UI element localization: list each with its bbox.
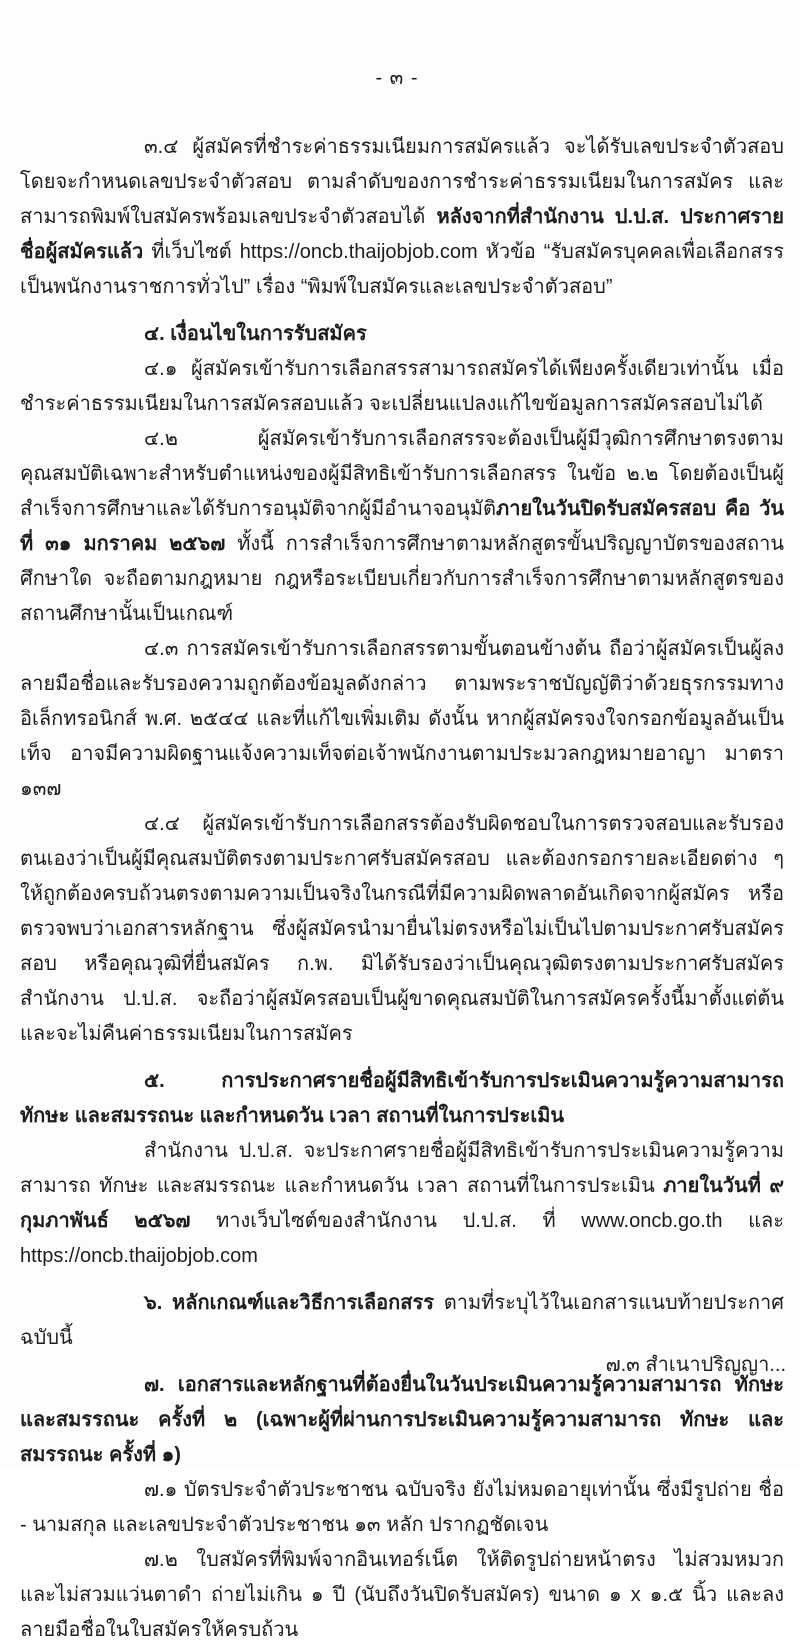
paragraph-3-4-text: ๓.๔ ผู้สมัครที่ชำระค่าธรรมเนียมการสมัครแล้ว จะได้รับเลขประจำตัวสอบ โดยจะกำหนดเลขประจำตัวสอบ ตามลำดับของการชำระค่าธรรมเนียมในการสมัคร และสามารถพิมพ์ใบสมัครพร้อมเลขประจำตัวสอบได้: [20, 136, 784, 228]
paragraph-4-2: [20, 422, 784, 632]
section-5-heading: ๕. การประกาศรายชื่อผู้มีสิทธิเข้ารับการประเมินความรู้ความสามารถ ทักษะ และสมรรถนะ และกำหนดวัน เวลา สถานที่ในการประเมิน: [20, 1070, 784, 1127]
paragraph-7-1: ๗.๑ บัตรประจำตัวประชาชน ฉบับจริง ยังไม่หมดอายุเท่านั้น ซึ่งมีรูปถ่าย ชื่อ - นามสกุล และเลขประจำตัวประชาชน ๑๓ หลัก ปรากฏชัดเจน: [20, 1479, 784, 1536]
section-6-heading: [20, 1286, 784, 1356]
paragraph-5-1-text-tail: ทางเว็บไซต์ของสำนักงาน ป.ป.ส. ที่ www.oncb.go.th และ https://oncb.thaijobjob.com: [20, 1210, 784, 1267]
paragraph-4-1: ๔.๑ ผู้สมัครเข้ารับการเลือกสรรสามารถสมัครได้เพียงครั้งเดียวเท่านั้น เมื่อชำระค่าธรรมเนียมในการสมัครสอบแล้ว จะเปลี่ยนแปลงแก้ไขข้อมูลการสมัครสอบไม่ได้: [20, 358, 784, 415]
section-6-heading-rest: ตามที่ระบุไว้ในเอกสารแนบท้ายประกาศฉบับนี้: [20, 1292, 784, 1349]
paragraph-5-1-bold-run: ภายในวันที่ ๙ กุมภาพันธ์ ๒๕๖๗: [20, 1175, 784, 1232]
paragraph-7-2: ๗.๒ ใบสมัครที่พิมพ์จากอินเทอร์เน็ต ให้ติดรูปถ่ายหน้าตรง ไม่สวมหมวก และไม่สวมแว่นตาดำ ถ่ายไม่เกิน ๑ ปี (นับถึงวันปิดรับสมัคร) ขนาด ๑ x ๑.๕ นิ้ว และลงลายมือชื่อในใบสมัครให้ครบถ้วน: [20, 1549, 784, 1641]
section-4-heading: ๔. เงื่อนไขในการรับสมัคร: [144, 323, 367, 345]
paragraph-4-2-text-tail: ทั้งนี้ การสำเร็จการศึกษาตามหลักสูตรขั้นปริญญาบัตรของสถานศึกษาใด จะถือตามกฎหมาย กฎหรือระเบียบเกี่ยวกับการสำเร็จการศึกษาตามหลักสูตรของสถานศึกษานั้นเป็นเกณฑ์: [20, 533, 784, 625]
paragraph-3-4-text-tail: ที่เว็บไซต์ https://oncb.thaijobjob.com หัวข้อ “รับสมัครบุคคลเพื่อเลือกสรรเป็นพนักงานราชการทั่วไป” เรื่อง “พิมพ์ใบสมัครและเลขประจำตัวสอบ”: [20, 241, 784, 298]
section-7-heading: ๗. เอกสารและหลักฐานที่ต้องยื่นในวันประเมินความรู้ความสามารถ ทักษะ และสมรรถนะ ครั้งที่ ๒ (เฉพาะผู้ที่ผ่านการประเมินความรู้ความสามารถ ทักษะ และสมรรถนะ ครั้งที่ ๑): [20, 1374, 784, 1466]
paragraph-3-4: [20, 130, 784, 305]
paragraph-4-3: ๔.๓ การสมัครเข้ารับการเลือกสรรตามขั้นตอนข้างต้น ถือว่าผู้สมัครเป็นผู้ลงลายมือชื่อและรับรองความถูกต้องข้อมูลดังกล่าว ตามพระราชบัญญัติว่าด้วยธุรกรรมทางอิเล็กทรอนิกส์ พ.ศ. ๒๕๔๔ และที่แก้ไขเพิ่มเติม ดังนั้น หากผู้สมัครจงใจกรอกข้อมูลอันเป็นเท็จ อาจมีความผิดฐานแจ้งความเท็จต่อเจ้าพนักงานตามประมวลกฎหมายอาญา มาตรา ๑๓๗: [20, 638, 784, 800]
paragraph-3-4-bold-run: หลังจากที่สำนักงาน ป.ป.ส. ประกาศรายชื่อผู้สมัครแล้ว: [20, 206, 785, 263]
paragraph-5-1: [20, 1134, 784, 1274]
document-body: [20, 130, 784, 1648]
continuation-note: ๗.๓ สำเนาปริญญา...: [605, 1354, 786, 1376]
paragraph-5-1-text: สำนักงาน ป.ป.ส. จะประกาศรายชื่อผู้มีสิทธิเข้ารับการประเมินความรู้ความสามารถ ทักษะ และสมรรถนะ และกำหนดวัน เวลา สถานที่ในการประเมิน: [20, 1140, 784, 1197]
page-number: - ๓ -: [375, 67, 419, 89]
paragraph-4-2-text: ๔.๒ ผู้สมัครเข้ารับการเลือกสรรจะต้องเป็นผู้มีวุฒิการศึกษาตรงตามคุณสมบัติเฉพาะสำหรับตำแหน่งของผู้มีสิทธิเข้ารับการเลือกสรร ในข้อ ๒.๒ โดยต้องเป็นผู้สำเร็จการศึกษาและได้รับการอนุมัติจากผู้มีอำนาจอนุมัติ: [20, 428, 784, 520]
paragraph-4-4: ๔.๔ ผู้สมัครเข้ารับการเลือกสรรต้องรับผิดชอบในการตรวจสอบและรับรองตนเองว่าเป็นผู้มีคุณสมบัติตรงตามประกาศรับสมัครสอบ และต้องกรอกรายละเอียดต่าง ๆ ให้ถูกต้องครบถ้วนตรงตามความเป็นจริงในกรณีที่มีความผิดพลาดอันเกิดจากผู้สมัคร หรือตรวจพบว่าเอกสารหลักฐาน ซึ่งผู้สมัครนำมายื่นไม่ตรงหรือไม่เป็นไปตามประกาศรับสมัครสอบ หรือคุณวุฒิที่ยื่นสมัคร ก.พ. มิได้รับรองว่าเป็นคุณวุฒิตรงตามประกาศรับสมัคร สำนักงาน ป.ป.ส. จะถือว่าผู้สมัครสอบเป็นผู้ขาดคุณสมบัติในการสมัครครั้งนี้มาตั้งแต่ต้น และจะไม่คืนค่าธรรมเนียมในการสมัคร: [20, 813, 784, 1045]
section-6-heading-bold: ๖. หลักเกณฑ์และวิธีการเลือกสรร: [144, 1292, 434, 1314]
paragraph-4-2-bold-run: ภายในวันปิดรับสมัครสอบ คือ วันที่ ๓๑ มกราคม ๒๕๖๗: [20, 498, 784, 555]
